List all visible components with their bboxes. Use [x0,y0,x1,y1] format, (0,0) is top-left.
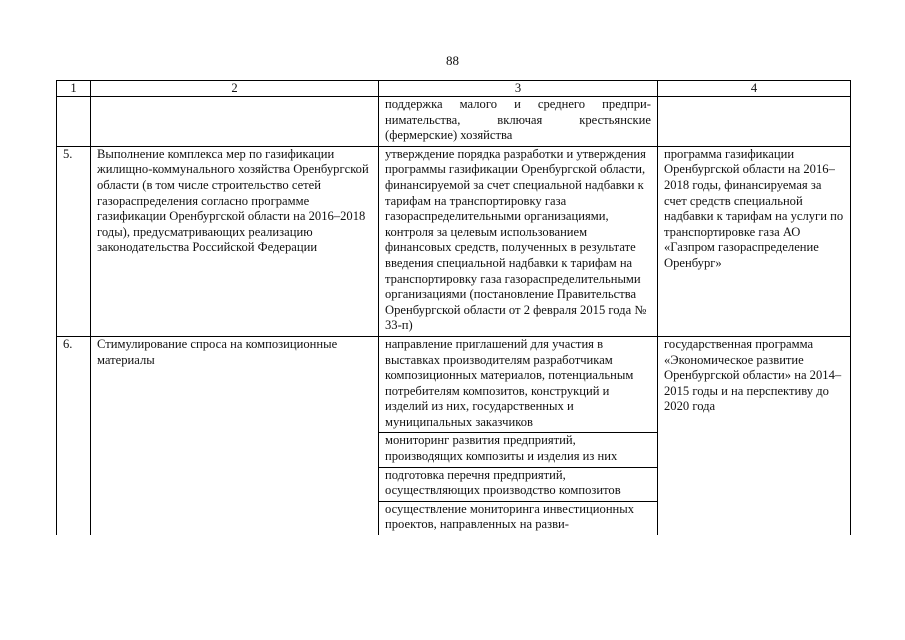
row-number [57,97,91,147]
action-item: направление приглашений для участия в выставках производителям разработчикам композиционных материалов, потенциальным потребителям композитов, конструкций и изделий из них, государственных и муниципальных заказчиков [379,337,657,434]
row-number: 5. [57,146,91,336]
action-item: осуществление мониторинга инвестиционных проектов, направленных на разви- [385,501,635,532]
action-item: мониторинг развития предприятий, производящих композиты и изделия из них [379,433,657,467]
measure-cell: Стимулирование спроса на композиционные материалы [91,336,379,535]
page-number: 88 [446,53,459,68]
measure-cell: Выполнение комплекса мер по газификации жилищно-коммунального хозяйства Оренбургской области (в том числе строительство сетей газораспределения согласно программе газификации Оренбургской области на 2016–2018 годы), предусматривающих реализацию законодательства Российской Федерации [91,146,379,336]
header-cell-3: 3 [379,81,658,97]
action-item: утверждение порядка разработки и утверждения программы газификации Оренбургской области, финансируемой за счет специальной надбавки к тарифам на транспортировку газа газораспределительными организациями, контроля за целевым использованием финансовых средств, полученных в результате введения специальной надбавки к тарифам на транспортировку газа газораспределительными организациями (постановление Правительства Оренбургской области от 2 февраля 2015 года № 33-п) [385,146,647,333]
table-row [57,97,851,147]
row-number: 6. [57,336,91,535]
header-cell-1: 1 [57,81,91,97]
header-cell-2: 2 [91,81,379,97]
program-cell: программа газификации Оренбургской области на 2016–2018 годы, финансируемая за счет средств специальной надбавки к тарифам на услуги по транспортировке газа АО «Газпром газораспределение Оренбург» [658,146,851,336]
table-header-row [57,81,851,97]
measure-cell [91,97,379,147]
action-item: поддержка малого и среднего предпри-нимательства, включая крестьянские (фермерские) хозяйства [385,97,651,143]
table-row [57,146,851,336]
program-cell [658,97,851,147]
actions-cell [379,97,658,147]
action-item: подготовка перечня предприятий, осуществляющих производство композитов [379,468,657,502]
actions-cell [379,146,658,336]
table-row [57,336,851,535]
measures-table [56,80,851,535]
header-cell-4: 4 [658,81,851,97]
program-cell: государственная программа «Экономическое развитие Оренбургской области» на 2014–2015 годы и на перспективу до 2020 года [658,336,851,535]
actions-cell [379,336,658,535]
